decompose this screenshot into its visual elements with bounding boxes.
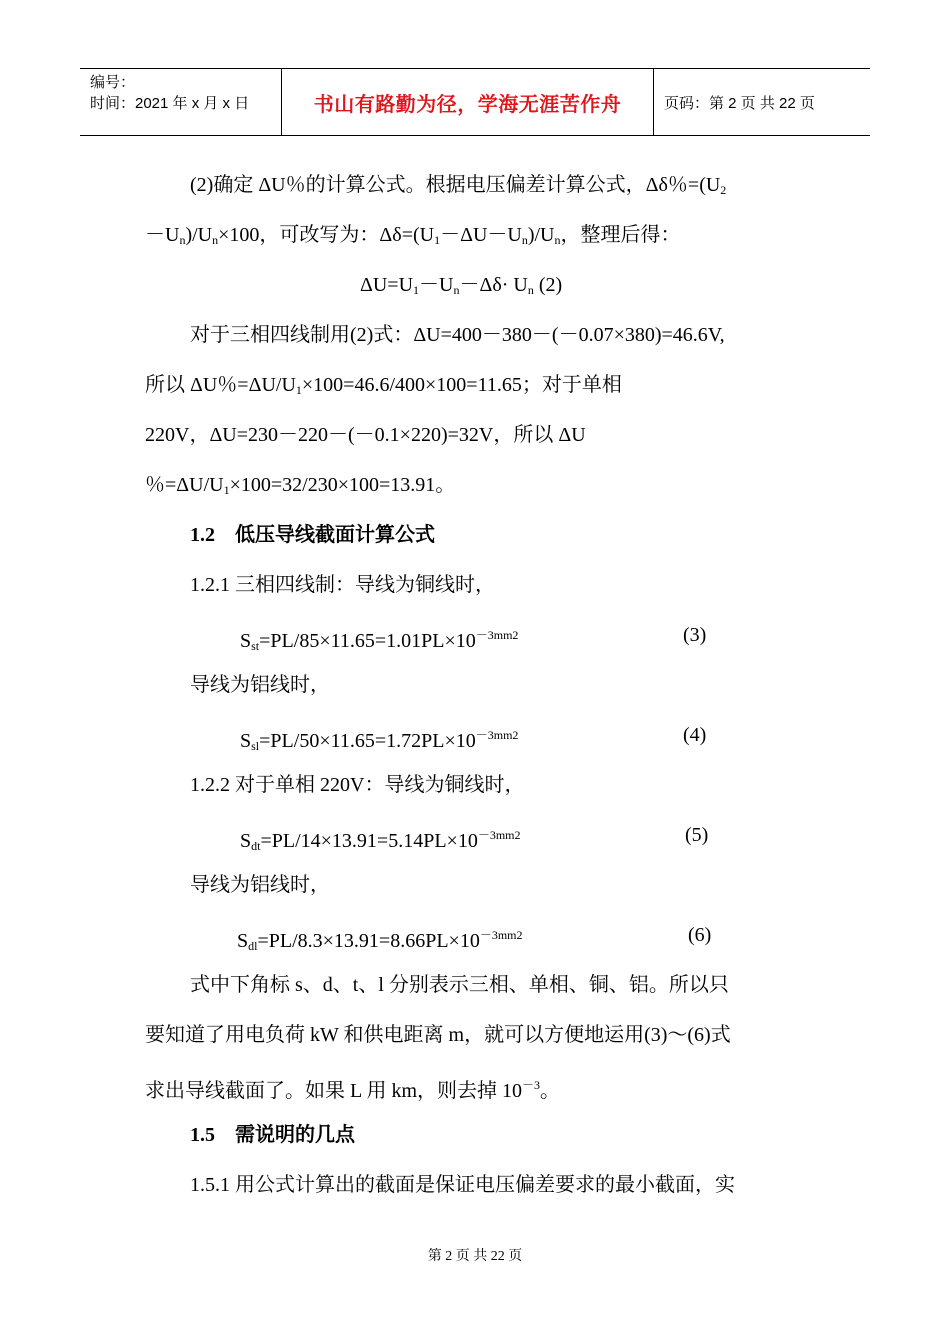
formula-5: $S_{dt}=PL/14\times 13.91=5.14PL\times 10^{-3mm2}$	[240, 828, 521, 853]
equation-number-5: (5)	[685, 824, 709, 846]
paragraph-line: ％$=\Delta U/U_1\times 100=32/230\times 100=13.91$。	[145, 474, 456, 497]
paragraph-line: 求出导线截面了。如果 L 用 km，则去掉 $10^{-3}$。	[145, 1078, 561, 1102]
formula-4: $S_{sl}=PL/50\times 11.65=1.72PL\times 10^{-3mm2}$	[240, 728, 519, 753]
paragraph-line: 导线为铝线时，	[190, 674, 330, 696]
equation-number-4: (4)	[683, 724, 707, 746]
header-motto: 书山有路勤为径，学海无涯苦作舟	[313, 91, 622, 116]
number-label: 编号：	[90, 74, 136, 91]
formula-3: $S_{st}=PL/85\times 11.65=1.01PL\times 10^{-3mm2}$	[240, 628, 519, 653]
section-heading-1-2: 1.2 低压导线截面计算公式	[190, 524, 435, 546]
paragraph-line: 导线为铝线时，	[190, 874, 330, 896]
paragraph-line: 所以 ΔU％$=\Delta U/U_1\times 100=46.6/400\times 100=11.65$；对于单相	[145, 374, 622, 397]
section-heading-1-5: 1.5 需说明的几点	[190, 1124, 355, 1146]
equation-number-6: (6)	[688, 924, 712, 946]
subsection-1-5-1: 1.5.1 用公式计算出的截面是保证电压偏差要求的最小截面，实	[190, 1174, 735, 1196]
subsection-1-2-1: 1.2.1 三相四线制：导线为铜线时，	[190, 574, 495, 596]
header-motto-cell	[282, 69, 654, 135]
header-meta	[80, 69, 282, 135]
paragraph-line: 要知道了用电负荷 kW 和供电距离 m，就可以方便地运用(3)～(6)式	[145, 1024, 731, 1046]
paragraph-line: 220V，ΔU=230－220－(－0.1×220)=32V，所以 ΔU	[145, 424, 586, 446]
paragraph-line: 式中下角标 s、d、t、l 分别表示三相、单相、铜、铝。所以只	[190, 974, 729, 996]
paragraph-line: (2)确定 ΔU％的计算公式。根据电压偏差计算公式，Δδ％$=(U_2$	[190, 174, 727, 197]
page-header	[80, 68, 870, 136]
header-page-info: 页码：第 2 页 共 22 页	[664, 94, 815, 112]
date-label: 时间：2021 年 x 月 x 日	[90, 95, 250, 112]
formula-6: $S_{dl}=PL/8.3\times 13.91=8.66PL\times 10^{-3mm2}$	[237, 928, 523, 953]
equation-2: $\Delta U=U_1-U_n-\Delta\delta\cdot U_n$ (2)	[360, 274, 563, 297]
subsection-1-2-2: 1.2.2 对于单相 220V：导线为铜线时，	[190, 774, 525, 796]
equation-number-3: (3)	[683, 624, 707, 646]
page-footer: 第 2 页 共 22 页	[427, 1249, 523, 1264]
paragraph-line: 对于三相四线制用(2)式：ΔU=400－380－(－0.07×380)=46.6V,	[190, 324, 725, 346]
paragraph-line: $-U_n)/U_n\times 100$，可改写为：$\Delta\delta=(U_1-\Delta U-U_n)/U_n$，整理后得：	[145, 224, 681, 247]
